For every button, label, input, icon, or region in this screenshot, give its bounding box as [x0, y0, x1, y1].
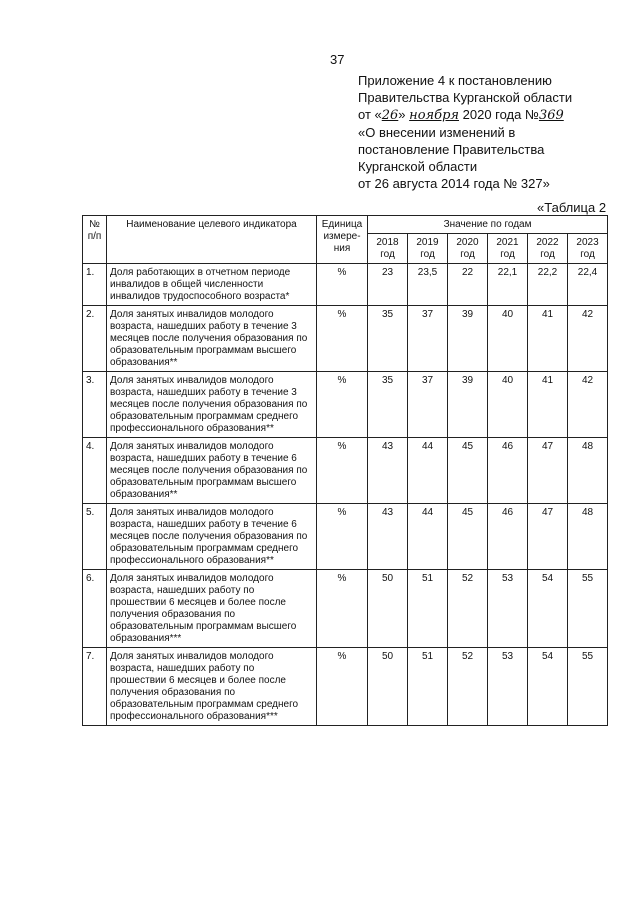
unit-cell: %	[317, 648, 368, 726]
appendix-line-6: Курганской области	[358, 159, 478, 174]
value-cell: 46	[488, 504, 528, 570]
indicators-table	[82, 215, 608, 726]
table-row	[83, 504, 608, 570]
handwritten-day: 26	[381, 108, 399, 123]
value-cell: 48	[568, 504, 608, 570]
value-cell: 46	[488, 438, 528, 504]
table-label: «Таблица 2	[537, 200, 607, 215]
appendix-line-4: «О внесении изменений в	[358, 125, 516, 140]
appendix-line-7: от 26 августа 2014 года № 327»	[358, 176, 550, 191]
date-mid: »	[398, 107, 410, 122]
date-prefix: от «	[358, 107, 382, 122]
indicator-name: Доля занятых инвалидов молодого возраста, нашедших работу в течение 6 месяцев после получения образования по образовательным программам среднего профессионального образования**	[107, 504, 317, 570]
value-cell: 48	[568, 438, 608, 504]
appendix-line-3	[358, 106, 572, 124]
value-cell: 22,1	[488, 264, 528, 306]
value-cell: 22,2	[528, 264, 568, 306]
value-cell: 51	[408, 648, 448, 726]
value-cell: 44	[408, 504, 448, 570]
value-cell: 55	[568, 570, 608, 648]
unit-cell: %	[317, 504, 368, 570]
indicator-name: Доля работающих в отчетном периоде инвалидов в общей численности инвалидов трудоспособного возраста*	[107, 264, 317, 306]
value-cell: 54	[528, 648, 568, 726]
header-name: Наименование целевого индикатора	[107, 216, 317, 264]
value-cell: 43	[368, 504, 408, 570]
table-row	[83, 570, 608, 648]
value-cell: 35	[368, 372, 408, 438]
value-cell: 47	[528, 504, 568, 570]
value-cell: 41	[528, 306, 568, 372]
value-cell: 50	[368, 570, 408, 648]
header-year: 2022 год	[528, 234, 568, 264]
table-row	[83, 306, 608, 372]
handwritten-month: ноября	[409, 108, 460, 123]
value-cell: 37	[408, 372, 448, 438]
value-cell: 52	[448, 648, 488, 726]
value-cell: 42	[568, 372, 608, 438]
indicator-name: Доля занятых инвалидов молодого возраста, нашедших работу в течение 3 месяцев после получения образования по образовательным программам высшего образования**	[107, 306, 317, 372]
value-cell: 50	[368, 648, 408, 726]
value-cell: 53	[488, 570, 528, 648]
table-row	[83, 264, 608, 306]
value-cell: 22	[448, 264, 488, 306]
indicator-name: Доля занятых инвалидов молодого возраста, нашедших работу в течение 3 месяцев после получения образования по образовательным программам среднего профессионального образования**	[107, 372, 317, 438]
header-years-group: Значение по годам	[368, 216, 608, 234]
appendix-line-1: Приложение 4 к постановлению	[358, 73, 552, 88]
header-year: 2020 год	[448, 234, 488, 264]
value-cell: 53	[488, 648, 528, 726]
unit-cell: %	[317, 438, 368, 504]
header-year: 2018 год	[368, 234, 408, 264]
value-cell: 23,5	[408, 264, 448, 306]
unit-cell: %	[317, 264, 368, 306]
table-row	[83, 372, 608, 438]
header-year: 2023 год	[568, 234, 608, 264]
value-cell: 42	[568, 306, 608, 372]
table-row	[83, 648, 608, 726]
value-cell: 39	[448, 306, 488, 372]
value-cell: 45	[448, 438, 488, 504]
value-cell: 55	[568, 648, 608, 726]
value-cell: 52	[448, 570, 488, 648]
unit-cell: %	[317, 570, 368, 648]
header-unit: Единица измере-ния	[317, 216, 368, 264]
header-num: № п/п	[83, 216, 107, 264]
value-cell: 39	[448, 372, 488, 438]
handwritten-number: 369	[538, 108, 564, 123]
header-year: 2019 год	[408, 234, 448, 264]
value-cell: 41	[528, 372, 568, 438]
header-row-1	[83, 216, 608, 234]
value-cell: 40	[488, 306, 528, 372]
table-body	[83, 264, 608, 726]
indicator-name: Доля занятых инвалидов молодого возраста, нашедших работу по прошествии 6 месяцев и более после получения образования по образовательным программам среднего профессионального образования***	[107, 648, 317, 726]
row-number: 2.	[83, 306, 107, 372]
value-cell: 35	[368, 306, 408, 372]
unit-cell: %	[317, 372, 368, 438]
row-number: 1.	[83, 264, 107, 306]
value-cell: 40	[488, 372, 528, 438]
value-cell: 47	[528, 438, 568, 504]
value-cell: 43	[368, 438, 408, 504]
value-cell: 51	[408, 570, 448, 648]
row-number: 6.	[83, 570, 107, 648]
value-cell: 45	[448, 504, 488, 570]
value-cell: 23	[368, 264, 408, 306]
row-number: 4.	[83, 438, 107, 504]
unit-cell: %	[317, 306, 368, 372]
appendix-line-5: постановление Правительства	[358, 142, 545, 157]
table-row	[83, 438, 608, 504]
value-cell: 44	[408, 438, 448, 504]
page-number: 37	[330, 52, 345, 67]
value-cell: 37	[408, 306, 448, 372]
appendix-line-2: Правительства Курганской области	[358, 90, 573, 105]
row-number: 5.	[83, 504, 107, 570]
value-cell: 22,4	[568, 264, 608, 306]
indicator-name: Доля занятых инвалидов молодого возраста, нашедших работу в течение 6 месяцев после получения образования по образовательным программам высшего образования**	[107, 438, 317, 504]
header-year: 2021 год	[488, 234, 528, 264]
row-number: 7.	[83, 648, 107, 726]
date-year: 2020 года №	[459, 107, 539, 122]
appendix-header	[358, 72, 572, 192]
indicator-name: Доля занятых инвалидов молодого возраста, нашедших работу по прошествии 6 месяцев и более после получения образования по образовательным программам высшего образования***	[107, 570, 317, 648]
row-number: 3.	[83, 372, 107, 438]
value-cell: 54	[528, 570, 568, 648]
